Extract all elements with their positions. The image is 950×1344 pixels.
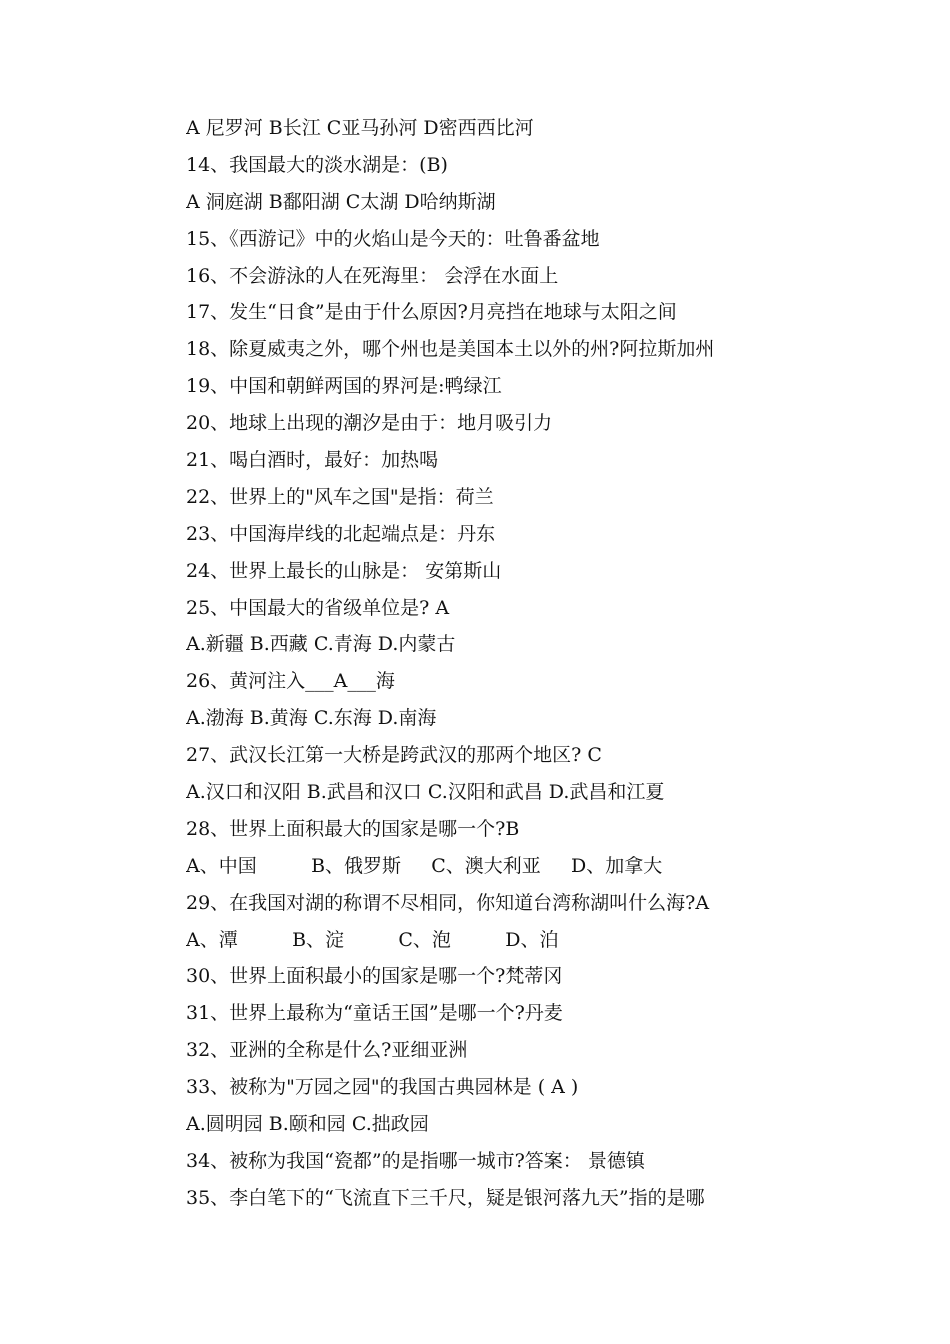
quiz-text-body xyxy=(186,110,906,1217)
text-line: A 尼罗河 B长江 C亚马孙河 D密西西比河 xyxy=(186,117,534,139)
text-line: 22、世界上的"风车之国"是指：荷兰 xyxy=(186,485,494,508)
text-line: 19、中国和朝鲜两国的界河是:鸭绿江 xyxy=(186,375,502,398)
text-line: A.圆明园 B.颐和园 C.拙政园 xyxy=(186,1113,429,1136)
text-line: 21、喝白酒时，最好：加热喝 xyxy=(186,449,439,472)
text-line: 33、被称为"万园之园"的我国古典园林是 ( A ) xyxy=(186,1076,579,1099)
text-line: 15、《西游记》中的火焰山是今天的：吐鲁番盆地 xyxy=(186,227,600,250)
text-line: 14、我国最大的淡水湖是：(B) xyxy=(186,153,448,176)
text-line: A.渤海 B.黄海 C.东海 D.南海 xyxy=(186,707,437,730)
text-line: 32、亚洲的全称是什么?亚细亚洲 xyxy=(186,1039,468,1062)
text-line: 26、黄河注入___A___海 xyxy=(186,670,395,693)
text-line: A、潭 B、淀 C、泡 D、泊 xyxy=(186,928,559,951)
text-line: 30、世界上面积最小的国家是哪一个?梵蒂冈 xyxy=(186,965,563,988)
text-line: 23、中国海岸线的北起端点是：丹东 xyxy=(186,522,496,545)
text-line: 25、中国最大的省级单位是? A xyxy=(186,596,450,619)
text-line: 35、李白笔下的“飞流直下三千尺，疑是银河落九天”指的是哪 xyxy=(186,1186,705,1209)
text-line: 31、世界上最称为“童话王国”是哪一个?丹麦 xyxy=(186,1002,563,1025)
text-line: 29、在我国对湖的称谓不尽相同，你知道台湾称湖叫什么海?A xyxy=(186,891,710,914)
text-line: 17、发生“日食”是由于什么原因?月亮挡在地球与太阳之间 xyxy=(186,301,677,324)
text-line: 34、被称为我国“瓷都”的是指哪一城市?答案： 景德镇 xyxy=(186,1149,645,1172)
text-line: 16、不会游泳的人在死海里： 会浮在水面上 xyxy=(186,264,559,287)
text-line: A.汉口和汉阳 B.武昌和汉口 C.汉阳和武昌 D.武昌和江夏 xyxy=(186,781,665,804)
text-line: 20、地球上出现的潮汐是由于：地月吸引力 xyxy=(186,412,553,435)
text-line: A 洞庭湖 B鄱阳湖 C太湖 D哈纳斯湖 xyxy=(186,190,496,213)
text-line: A.新疆 B.西藏 C.青海 D.内蒙古 xyxy=(186,633,456,656)
text-line: 27、武汉长江第一大桥是跨武汉的那两个地区? C xyxy=(186,744,602,767)
text-line: A、中国 B、俄罗斯 C、澳大利亚 D、加拿大 xyxy=(186,854,663,877)
text-line: 28、世界上面积最大的国家是哪一个?B xyxy=(186,817,520,840)
text-line: 24、世界上最长的山脉是： 安第斯山 xyxy=(186,559,502,582)
text-line: 18、除夏威夷之外，哪个州也是美国本土以外的州?阿拉斯加州 xyxy=(186,338,715,361)
